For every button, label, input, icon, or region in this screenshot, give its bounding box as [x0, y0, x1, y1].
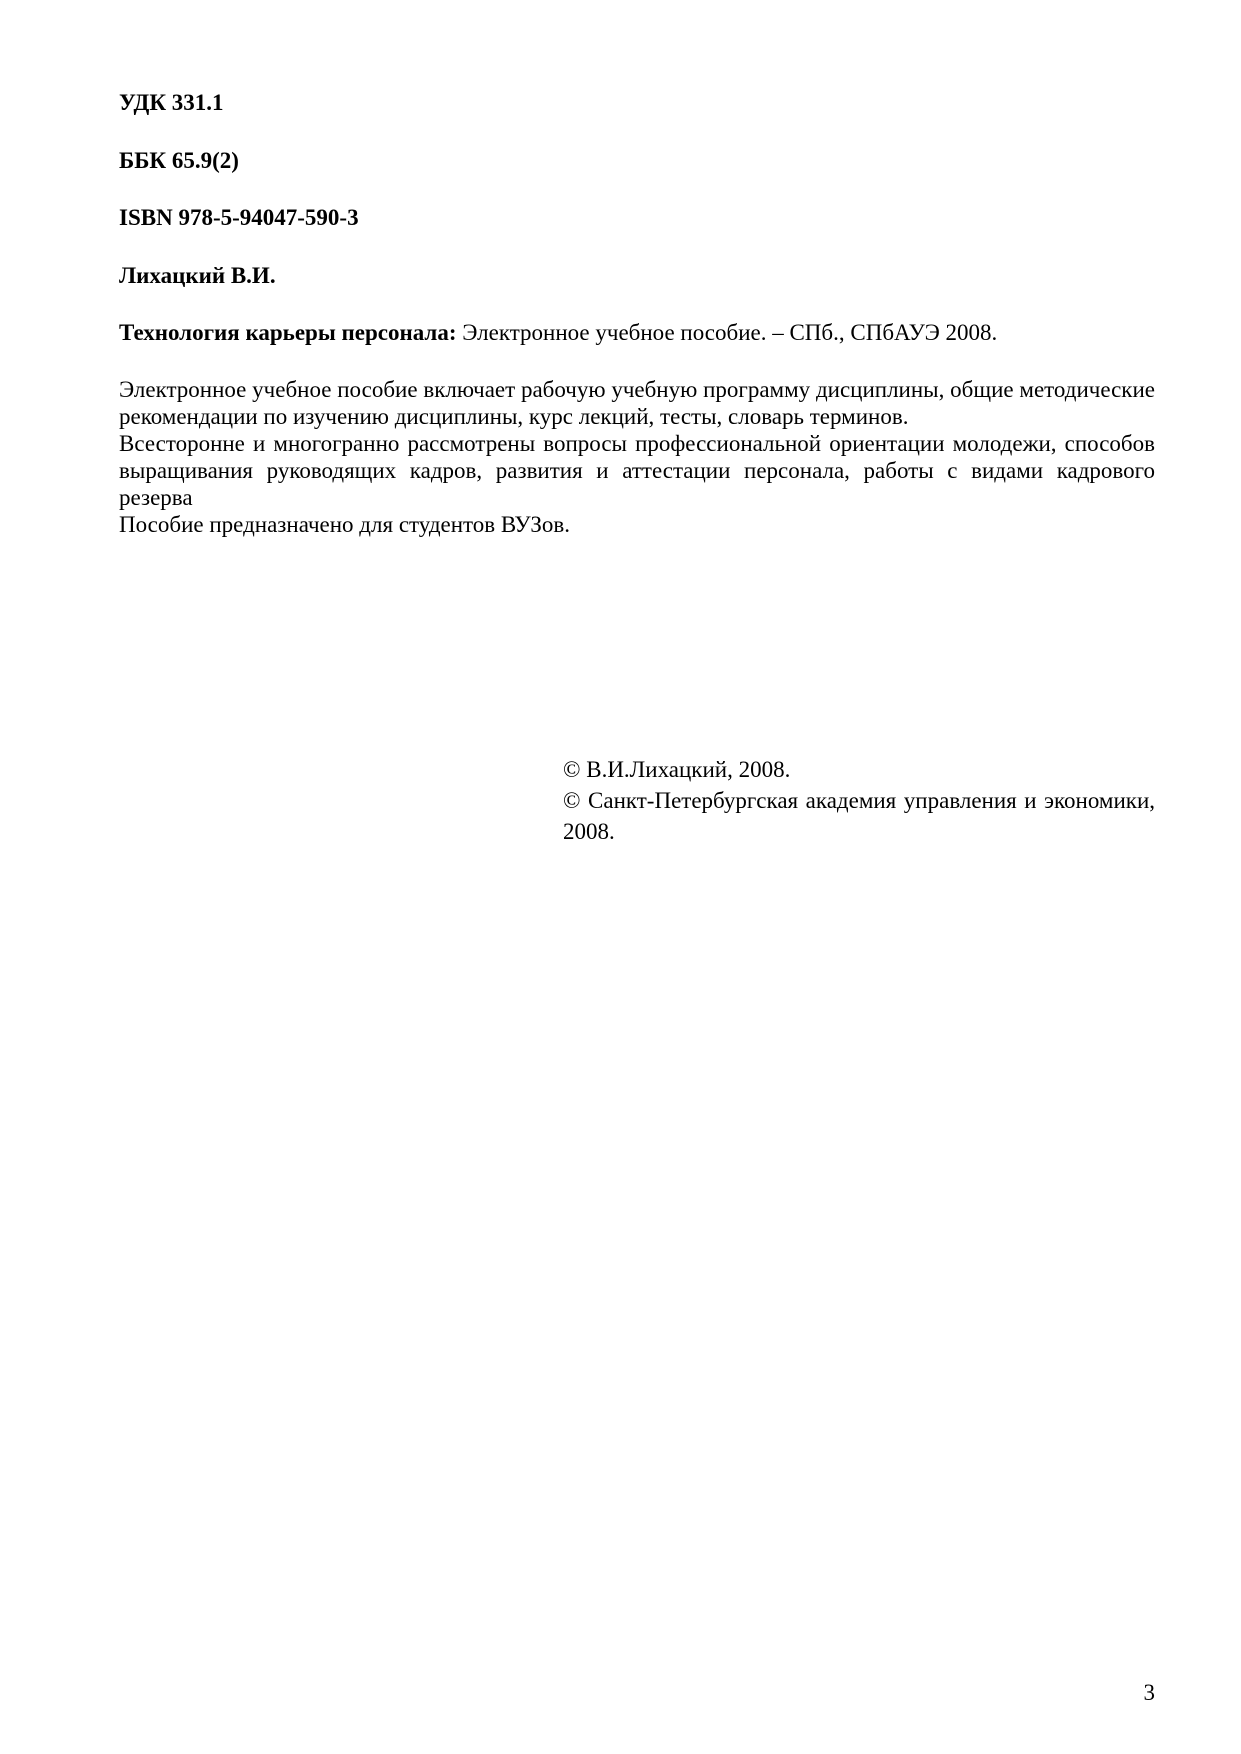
book-title: Технология карьеры персонала:: [119, 320, 457, 345]
isbn-code: ISBN 978-5-94047-590-3: [119, 205, 359, 230]
bbk-code: ББК 65.9(2): [119, 148, 239, 173]
abstract-paragraph: Всесторонне и многогранно рассмотрены вопросы профессиональной ориентации молодежи, способов выращивания руководящих кадров, развития и аттестации персонала, работы с видами кадрового резерва: [119, 431, 1155, 510]
copyright-institution: © Санкт-Петербургская академия управления и экономики, 2008.: [563, 788, 1155, 844]
bibliographic-line: [119, 319, 997, 346]
udk-code: УДК 331.1: [119, 90, 224, 115]
abstract-paragraph: Пособие предназначено для студентов ВУЗов.: [119, 512, 570, 537]
abstract: [119, 376, 1155, 538]
copyright-author: © В.И.Лихацкий, 2008.: [563, 757, 791, 782]
abstract-paragraph: Электронное учебное пособие включает рабочую учебную программу дисциплины, общие методические рекомендации по изучению дисциплины, курс лекций, тесты, словарь терминов.: [119, 377, 1155, 429]
copyright-block: [563, 754, 1155, 847]
author-name: Лихацкий В.И.: [119, 263, 276, 288]
page-number: 3: [1143, 1680, 1155, 1705]
book-description: Электронное учебное пособие. – СПб., СПбАУЭ 2008.: [456, 320, 998, 345]
